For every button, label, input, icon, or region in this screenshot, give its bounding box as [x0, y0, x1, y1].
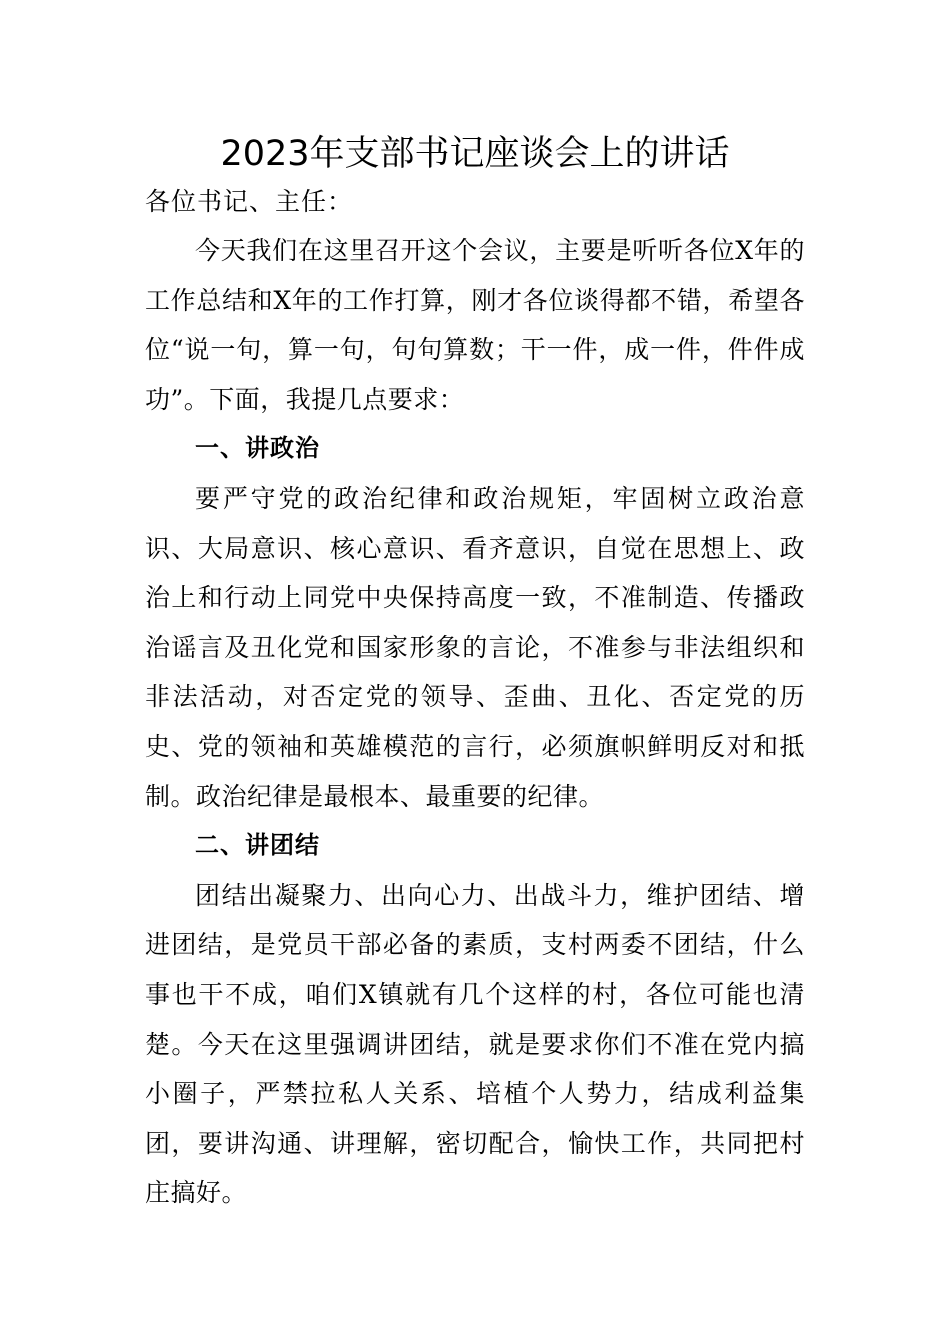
intro-paragraph: 今天我们在这里召开这个会议，主要是听听各位X年的工作总结和X年的工作打算，刚才各位谈得都不错，希望各位“说一句，算一句，句句算数；干一件，成一件，件件成功”。下面，我提几点要求：	[145, 236, 805, 414]
document-title: 2023年支部书记座谈会上的讲话	[220, 134, 730, 174]
section-heading-unity: 二、讲团结	[195, 831, 320, 860]
salutation: 各位书记、主任：	[145, 187, 354, 216]
section-heading-politics: 一、讲政治	[195, 434, 320, 463]
section-paragraph-politics: 要严守党的政治纪律和政治规矩，牢固树立政治意识、大局意识、核心意识、看齐意识，自觉在思想上、政治上和行动上同党中央保持高度一致，不准制造、传播政治谣言及丑化党和国家形象的言论，不准参与非法组织和非法活动，对否定党的领导、歪曲、丑化、否定党的历史、党的领袖和英雄模范的言行，必须旗帜鲜明反对和抵制。政治纪律是最根本、最重要的纪律。	[145, 483, 805, 811]
section-paragraph-unity: 团结出凝聚力、出向心力、出战斗力，维护团结、增进团结，是党员干部必备的素质，支村两委不团结，什么事也干不成，咱们X镇就有几个这样的村，各位可能也清楚。今天在这里强调讲团结，就是要求你们不准在党内搞小圈子，严禁拉私人关系、培植个人势力，结成利益集团，要讲沟通、讲理解，密切配合，愉快工作，共同把村庄搞好。	[145, 880, 805, 1208]
document-body	[145, 177, 805, 1218]
